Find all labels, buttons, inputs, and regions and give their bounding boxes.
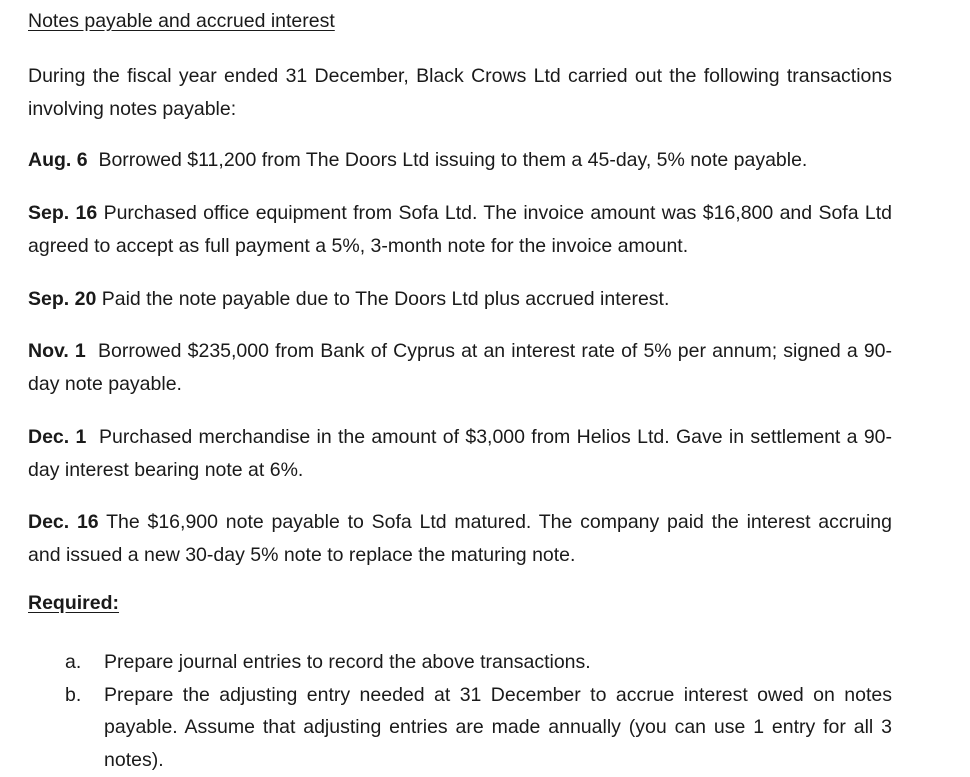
transaction-date: Sep. 20 xyxy=(28,288,97,310)
required-item-text: Prepare the adjusting entry needed at 31 December to accrue interest owed on notes payable. Assume that adjusting entries are made annually (you can use 1 entry for all 3 notes). xyxy=(104,683,892,771)
required-list xyxy=(28,646,892,776)
transaction-aug-6 xyxy=(28,144,892,177)
transaction-sep-16 xyxy=(28,197,892,262)
transaction-date: Sep. 16 xyxy=(28,202,98,224)
transaction-sep-20 xyxy=(28,283,892,316)
transaction-text: Borrowed $11,200 from The Doors Ltd issuing to them a 45-day, 5% note payable. xyxy=(98,149,808,171)
transaction-date: Dec. 1 xyxy=(28,426,87,448)
transaction-nov-1 xyxy=(28,335,892,400)
required-heading: Required: xyxy=(28,592,120,614)
transaction-date: Nov. 1 xyxy=(28,340,86,362)
document-title: Notes payable and accrued interest xyxy=(28,10,335,32)
transaction-dec-1 xyxy=(28,421,892,486)
transaction-text: The $16,900 note payable to Sofa Ltd matured. The company paid the interest accruing and issued a new 30-day 5% note to replace the maturing note. xyxy=(28,511,892,566)
transaction-text: Paid the note payable due to The Doors Ltd plus accrued interest. xyxy=(101,288,670,310)
transaction-text: Borrowed $235,000 from Bank of Cyprus at an interest rate of 5% per annum; signed a 90-day note payable. xyxy=(28,340,892,395)
transaction-date: Dec. 16 xyxy=(28,511,99,533)
list-marker: b. xyxy=(65,683,82,706)
transaction-date: Aug. 6 xyxy=(28,149,88,171)
required-item-text: Prepare journal entries to record the above transactions. xyxy=(104,651,591,673)
transaction-text: Purchased merchandise in the amount of $3,000 from Helios Ltd. Gave in settlement a 90-day interest bearing note at 6%. xyxy=(28,426,893,481)
transaction-dec-16 xyxy=(28,506,892,571)
intro-paragraph: During the fiscal year ended 31 December, Black Crows Ltd carried out the following transactions involving notes payable: xyxy=(28,65,892,120)
list-marker: a. xyxy=(65,651,82,673)
transaction-text: Purchased office equipment from Sofa Ltd. The invoice amount was $16,800 and Sofa Ltd agreed to accept as full payment a 5%, 3-month note for the invoice amount. xyxy=(28,202,893,257)
required-item-a xyxy=(28,646,892,679)
required-item-b xyxy=(28,679,892,777)
